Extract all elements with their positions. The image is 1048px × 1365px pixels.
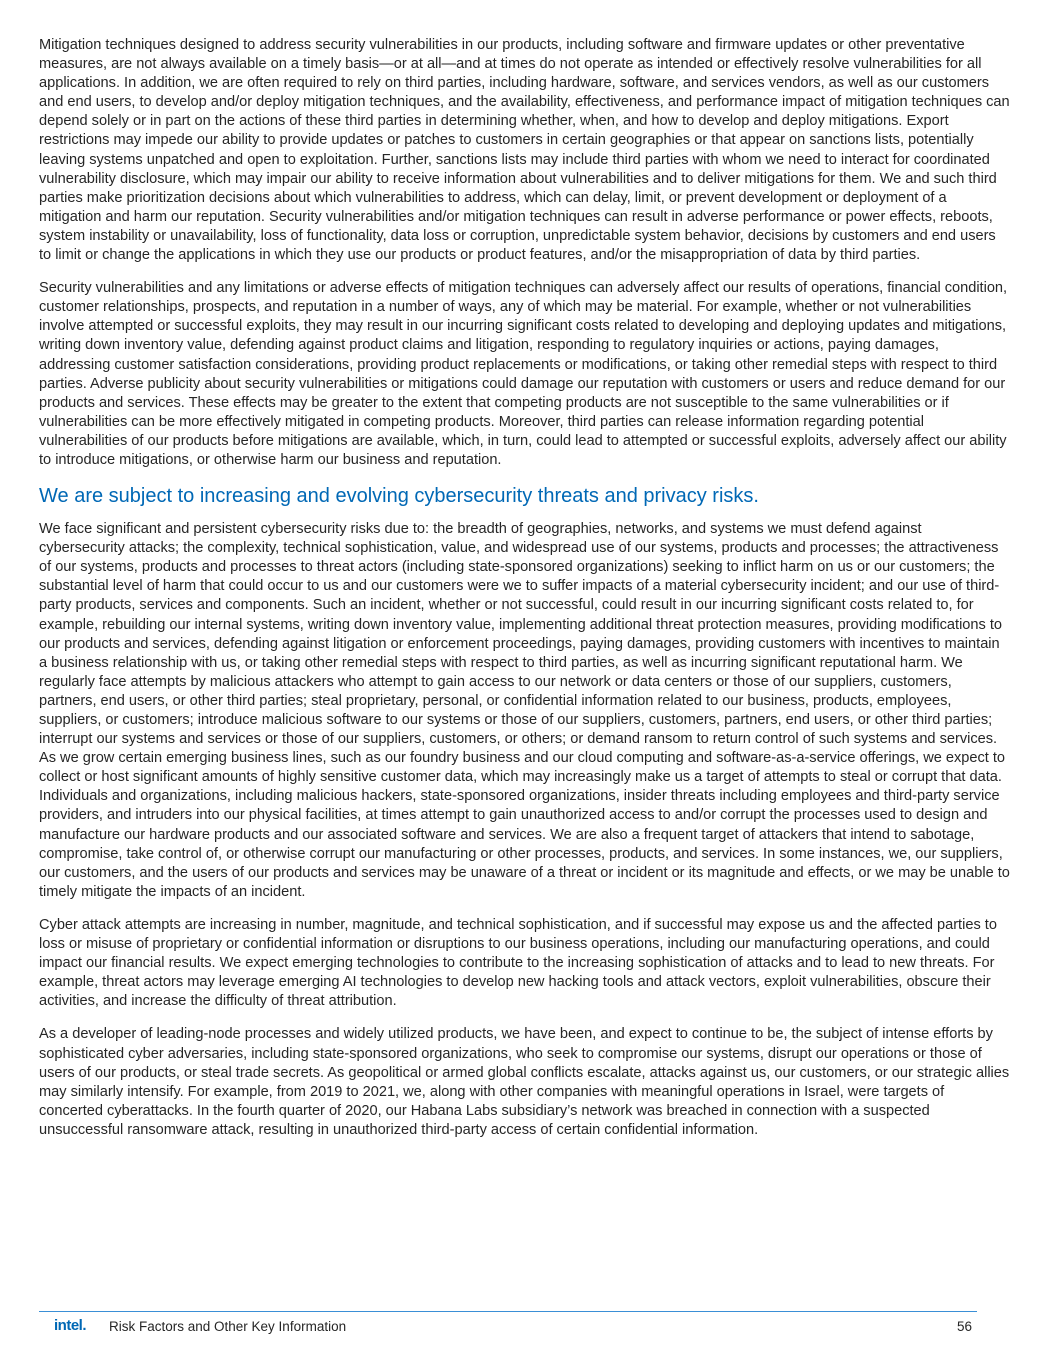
page-content xyxy=(39,36,1011,1154)
body-paragraph: Cyber attack attempts are increasing in number, magnitude, and technical sophistication, and if successful may expose us and the affected parties to loss or misuse of proprietary or confidential information or disruptions to our business operations, including our manufacturing operations, and could impact our financial results. We expect emerging technologies to contribute to the increasing sophistication of attacks and to lead to new threats. For example, threat actors may leverage emerging AI technologies to develop new hacking tools and attack vectors, exploit vulnerabilities, obscure their activities, and increase the difficulty of threat attribution. xyxy=(39,916,997,1010)
body-paragraph: Security vulnerabilities and any limitations or adverse effects of mitigation techniques can adversely affect our results of operations, financial condition, customer relationships, prospects, and reputation in a number of ways, any of which may be material. For example, whether or not vulnerabilities involve attempted or successful exploits, they may result in our incurring significant costs related to developing and deploying updates and mitigations, writing down inventory value, defending against product claims and litigation, responding to regulatory inquiries or actions, paying damages, addressing customer satisfaction considerations, providing product replacements or modifications, or taking other remedial steps with respect to third parties. Adverse publicity about security vulnerabilities or mitigations could damage our reputation with customers or users and reduce demand for our products and services. These effects may be greater to the extent that competing products are not susceptible to the same vulnerabilities or if vulnerabilities can be more effectively mitigated in competing products. Moreover, third parties can release information regarding potential vulnerabilities of our products before mitigations are available, which, in turn, could lead to attempted or successful exploits, adversely affect our ability to introduce mitigations, or otherwise harm our business and reputation. xyxy=(39,280,1008,468)
page-footer xyxy=(39,1311,977,1342)
section-heading: We are subject to increasing and evolving cybersecurity threats and privacy risks. xyxy=(39,485,759,508)
body-paragraph: As a developer of leading-node processes and widely utilized products, we have been, and expect to continue to be, the subject of intense efforts by sophisticated cyber adversaries, including state-sponsored organizations, who seek to compromise our systems, disrupt our operations or those of users of our products, or steal trade secrets. As geopolitical or armed global conflicts escalate, attacks against us, our customers, or our strategic allies may similarly intensify. For example, from 2019 to 2021, we, along with other companies with meaningful operations in Israel, were targets of concerted cyberattacks. In the fourth quarter of 2020, our Habana Labs subsidiary’s network was breached in connection with a suspected unsuccessful ransomware attack, resulting in unauthorized third-party access of certain confidential information. xyxy=(39,1026,1010,1138)
footer-section-title: Risk Factors and Other Key Information xyxy=(109,1319,347,1334)
page-number: 56 xyxy=(956,1319,972,1334)
intel-logo: intel. xyxy=(54,1317,87,1334)
body-paragraph: Mitigation techniques designed to address security vulnerabilities in our products, including software and firmware updates or other preventative measures, are not always available on a timely basis—or at all—and at times do not operate as intended or effectively resolve vulnerabilities for all applications. In addition, we are often required to rely on third parties, including hardware, software, and services vendors, as well as our customers and end users, to develop and/or deploy mitigation techniques, and the availability, effectiveness, and performance impact of mitigation techniques can depend solely or in part on the actions of these third parties in determining whether, when, and how to develop and deploy mitigations. Export restrictions may impede our ability to provide updates or patches to customers in certain geographies or that appear on sanctions lists, potentially leaving systems unpatched and open to exploitation. Further, sanctions lists may include third parties with whom we need to interact for coordinated vulnerability disclosure, which may impair our ability to receive information about vulnerabilities and to deliver mitigations for them. We and such third parties make prioritization decisions about which vulnerabilities to address, which can delay, limit, or prevent development or deployment of a mitigation and harm our reputation. Security vulnerabilities and/or mitigation techniques can result in adverse performance or power effects, reboots, system instability or unavailability, loss of functionality, data loss or corruption, unpredictable system behavior, decisions by customers and end users to limit or change the applications in which they use our products or product features, and/or the misappropriation of data by third parties. xyxy=(39,37,1010,264)
body-paragraph: We face significant and persistent cybersecurity risks due to: the breadth of geographies, networks, and systems we must defend against cybersecurity attacks; the complexity, technical sophistication, value, and widespread use of our systems, products and processes; the attractiveness of our systems, products and processes to threat actors (including state-sponsored organizations) seeking to inflict harm on us or our customers; the substantial level of harm that could occur to us and our customers were we to suffer impacts of a material cybersecurity incident; and our use of third-party products, services and components. Such an incident, whether or not successful, could result in our incurring significant costs related to, for example, rebuilding our internal systems, writing down inventory value, implementing additional threat protection measures, providing modifications to our products and services, defending against litigation or enforcement proceedings, paying damages, providing customers with incentives to maintain a business relationship with us, or taking other remedial steps with respect to third parties, as well as incurring significant reputational harm. We regularly face attempts by malicious attackers who attempt to gain access to our network or data centers or those of our suppliers, customers, partners, end users, or other third parties; steal proprietary, personal, or confidential information related to our business, products, employees, suppliers, or customers; introduce malicious software to our systems or those of our suppliers, customers, partners, end users, or other third parties; interrupt our systems and services or those of our suppliers, customers, or others; or demand ransom to return control of such systems and services. As we grow certain emerging business lines, such as our foundry business and our cloud computing and software-as-a-service offerings, we expect to collect or host significant amounts of highly sensitive customer data, which may increasingly make us a target of attempts to steal or corrupt that data. Individuals and organizations, including malicious hackers, state-sponsored organizations, insider threats including employees and third-party service providers, and intruders into our physical facilities, at times attempt to gain unauthorized access to and/or corrupt the processes used to design and manufacture our hardware products and our associated software and services. We are also a frequent target of attackers that intend to sabotage, compromise, take control of, or otherwise corrupt our manufacturing or other processes, products, and services. In some instances, we, our suppliers, our customers, and the users of our products and services may be unaware of a threat or incident or its magnitude and effects, or we may be unable to timely mitigate the impacts of an incident. xyxy=(39,521,1010,900)
